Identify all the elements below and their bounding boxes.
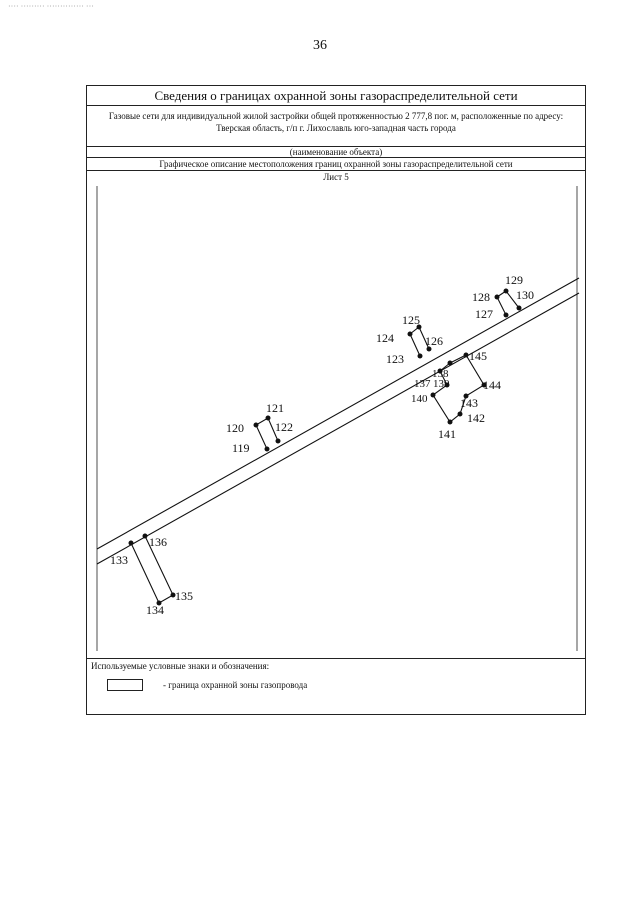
vertex-121 — [266, 416, 271, 421]
vertex-124 — [408, 332, 413, 337]
label-126: 126 — [425, 334, 443, 348]
label-134: 134 — [146, 603, 164, 617]
label-130: 130 — [516, 288, 534, 302]
legend-symbol-box — [107, 679, 143, 691]
vertex-145 — [464, 353, 469, 358]
label-124: 124 — [376, 331, 394, 345]
label-128: 128 — [472, 290, 490, 304]
vertex-128 — [495, 295, 500, 300]
object-description: Газовые сети для индивидуальной жилой застройки общей протяженностью 2 777,8 пог. м, расположенные по адресу: Тверская область, г/п г. Лихославль юго-западная часть города — [87, 106, 585, 147]
scan-artifact: ···· ········· ·············· ··· — [8, 2, 94, 11]
boundary-vertices — [129, 289, 522, 606]
label-140: 140 — [411, 393, 428, 405]
vertex-140 — [431, 393, 436, 398]
vertex-120 — [254, 423, 259, 428]
document-title: Сведения о границах охранной зоны газораспределительной сети — [87, 86, 585, 106]
label-139: 139 — [433, 378, 450, 390]
vertex-119 — [265, 447, 270, 452]
vertex-labels — [110, 273, 534, 617]
label-136: 136 — [149, 535, 167, 549]
vertex-136 — [143, 534, 148, 539]
label-125: 125 — [402, 313, 420, 327]
vertex-127 — [504, 313, 509, 318]
label-123: 123 — [386, 352, 404, 366]
graphic-description: Графическое описание местоположения границ охранной зоны газораспределительной сети — [87, 158, 585, 171]
label-122: 122 — [275, 420, 293, 434]
label-138: 138 — [432, 368, 449, 380]
page-number: 36 — [313, 38, 327, 53]
vertex-141 — [448, 420, 453, 425]
vertex-122 — [276, 439, 281, 444]
label-141: 141 — [438, 427, 456, 441]
vertex-133 — [129, 541, 134, 546]
legend-separator — [87, 658, 585, 659]
sheet-number: Лист 5 — [323, 172, 349, 182]
object-caption: (наименование объекта) — [87, 147, 585, 158]
label-142: 142 — [467, 411, 485, 425]
label-120: 120 — [226, 421, 244, 435]
vertex-138 — [448, 361, 453, 366]
label-145: 145 — [469, 349, 487, 363]
zone-boundary-lower — [97, 293, 579, 564]
vertex-129 — [504, 289, 509, 294]
label-119: 119 — [232, 441, 250, 455]
label-135: 135 — [175, 589, 193, 603]
label-137: 137 — [414, 378, 431, 390]
legend-item-text: - граница охранной зоны газопровода — [163, 680, 308, 690]
label-129: 129 — [505, 273, 523, 287]
vertex-123 — [418, 354, 423, 359]
legend-title: Используемые условные знаки и обозначения: — [91, 661, 270, 671]
vertex-142 — [458, 412, 463, 417]
document-frame — [86, 85, 586, 715]
label-143: 143 — [460, 396, 478, 410]
vertex-130 — [517, 306, 522, 311]
zone-boundary-upper — [97, 278, 579, 549]
label-133: 133 — [110, 553, 128, 567]
label-144: 144 — [483, 378, 501, 392]
boundary-drawing — [87, 86, 587, 661]
label-127: 127 — [475, 307, 493, 321]
label-121: 121 — [266, 401, 284, 415]
